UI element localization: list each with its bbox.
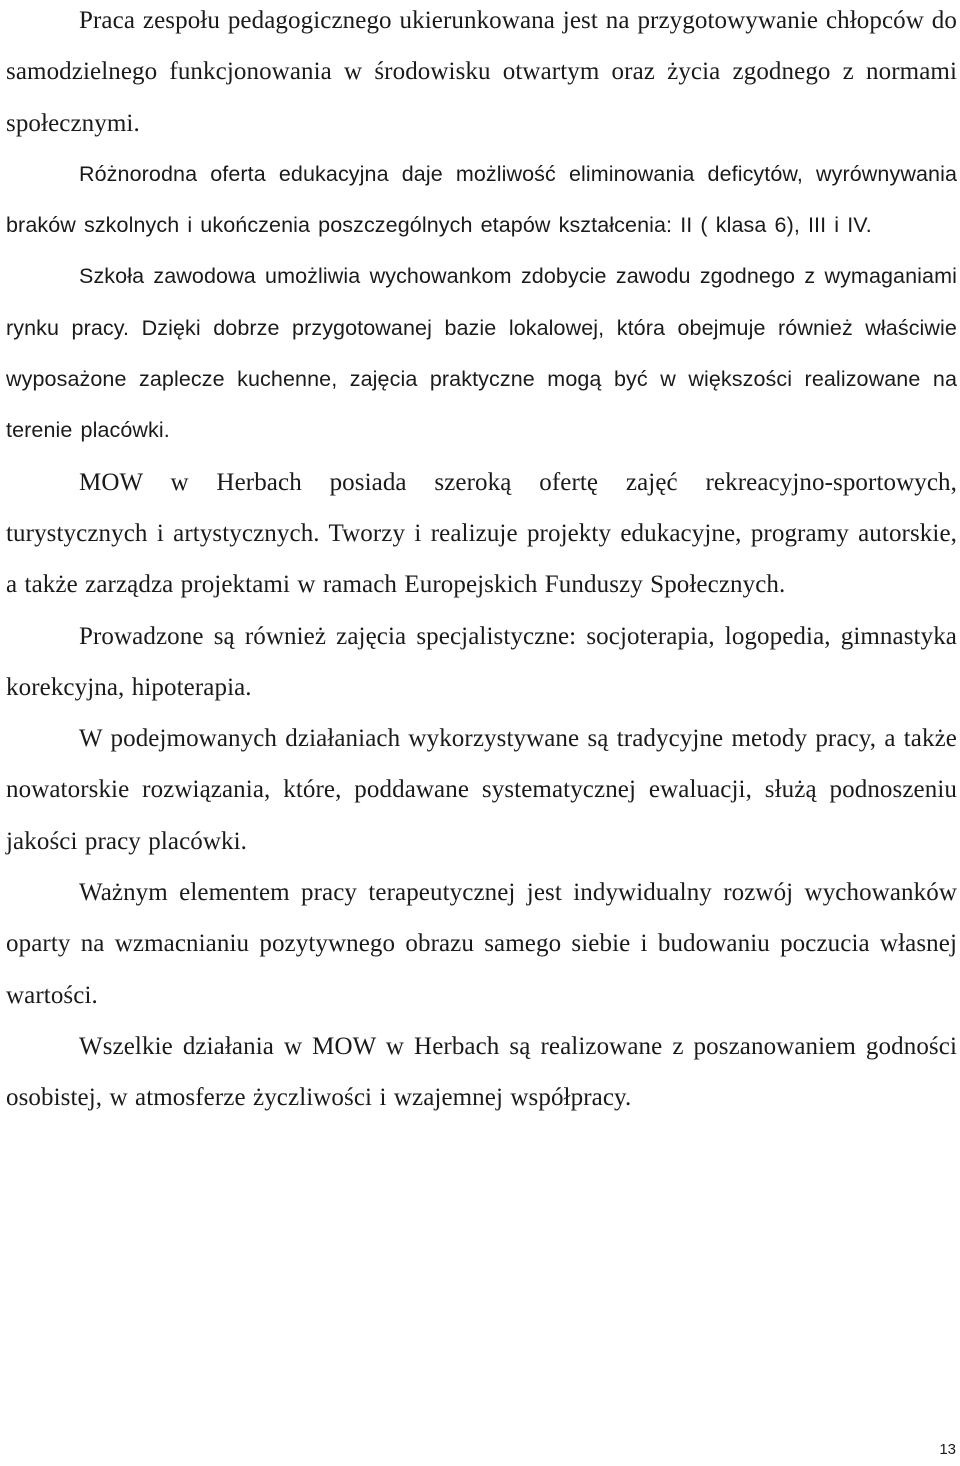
paragraph-educational-offer: Różnorodna oferta edukacyjna daje możliwość eliminowania deficytów, wyrównywania braków szkolnych i ukończenia poszczególnych etapów kształcenia: II ( klasa 6), III i IV. xyxy=(6,161,957,238)
document-page xyxy=(6,0,957,1124)
paragraph-vocational-school: Szkoła zawodowa umożliwia wychowankom zdobycie zawodu zgodnego z wymaganiami rynku pracy. Dzięki dobrze przygotowanej bazie lokalowej, która obejmuje również właściwie wyposażone zaplecze kuchenne, zajęcia praktyczne mogą być w większości realizowane na terenie placówki. xyxy=(6,264,957,443)
paragraph-specialist-classes: Prowadzone są również zajęcia specjalistyczne: socjoterapia, logopedia, gimnastyka korekcyjna, hipoterapia. xyxy=(6,622,957,701)
paragraph-respect-dignity: Wszelkie działania w MOW w Herbach są realizowane z poszanowaniem godności osobistej, w atmosferze życzliwości i wzajemnej współpracy. xyxy=(6,1032,957,1112)
paragraph-methods: W podejmowanych działaniach wykorzystywane są tradycyjne metody pracy, a także nowatorskie rozwiązania, które, poddawane systematycznej ewaluacji, służą podnoszeniu jakości pracy placówki. xyxy=(6,725,957,855)
paragraph-activities-offer: MOW w Herbach posiada szeroką ofertę zajęć rekreacyjno-sportowych, turystycznych i artystycznych. Tworzy i realizuje projekty edukacyjne, programy autorskie, a także zarządza projektami w ramach Europejskich Funduszy Społecznych. xyxy=(6,468,957,599)
page-number: 13 xyxy=(939,1441,956,1458)
paragraph-therapeutic-work: Ważnym elementem pracy terapeutycznej jest indywidualny rozwój wychowanków oparty na wzmacnianiu pozytywnego obrazu samego siebie i budowaniu poczucia własnej wartości. xyxy=(6,879,957,1009)
paragraph-care-preparation: Praca zespołu pedagogicznego ukierunkowana jest na przygotowywanie chłopców do samodzielnego funkcjonowania w środowisku otwartym oraz życia zgodnego z normami społecznymi. xyxy=(6,7,957,137)
